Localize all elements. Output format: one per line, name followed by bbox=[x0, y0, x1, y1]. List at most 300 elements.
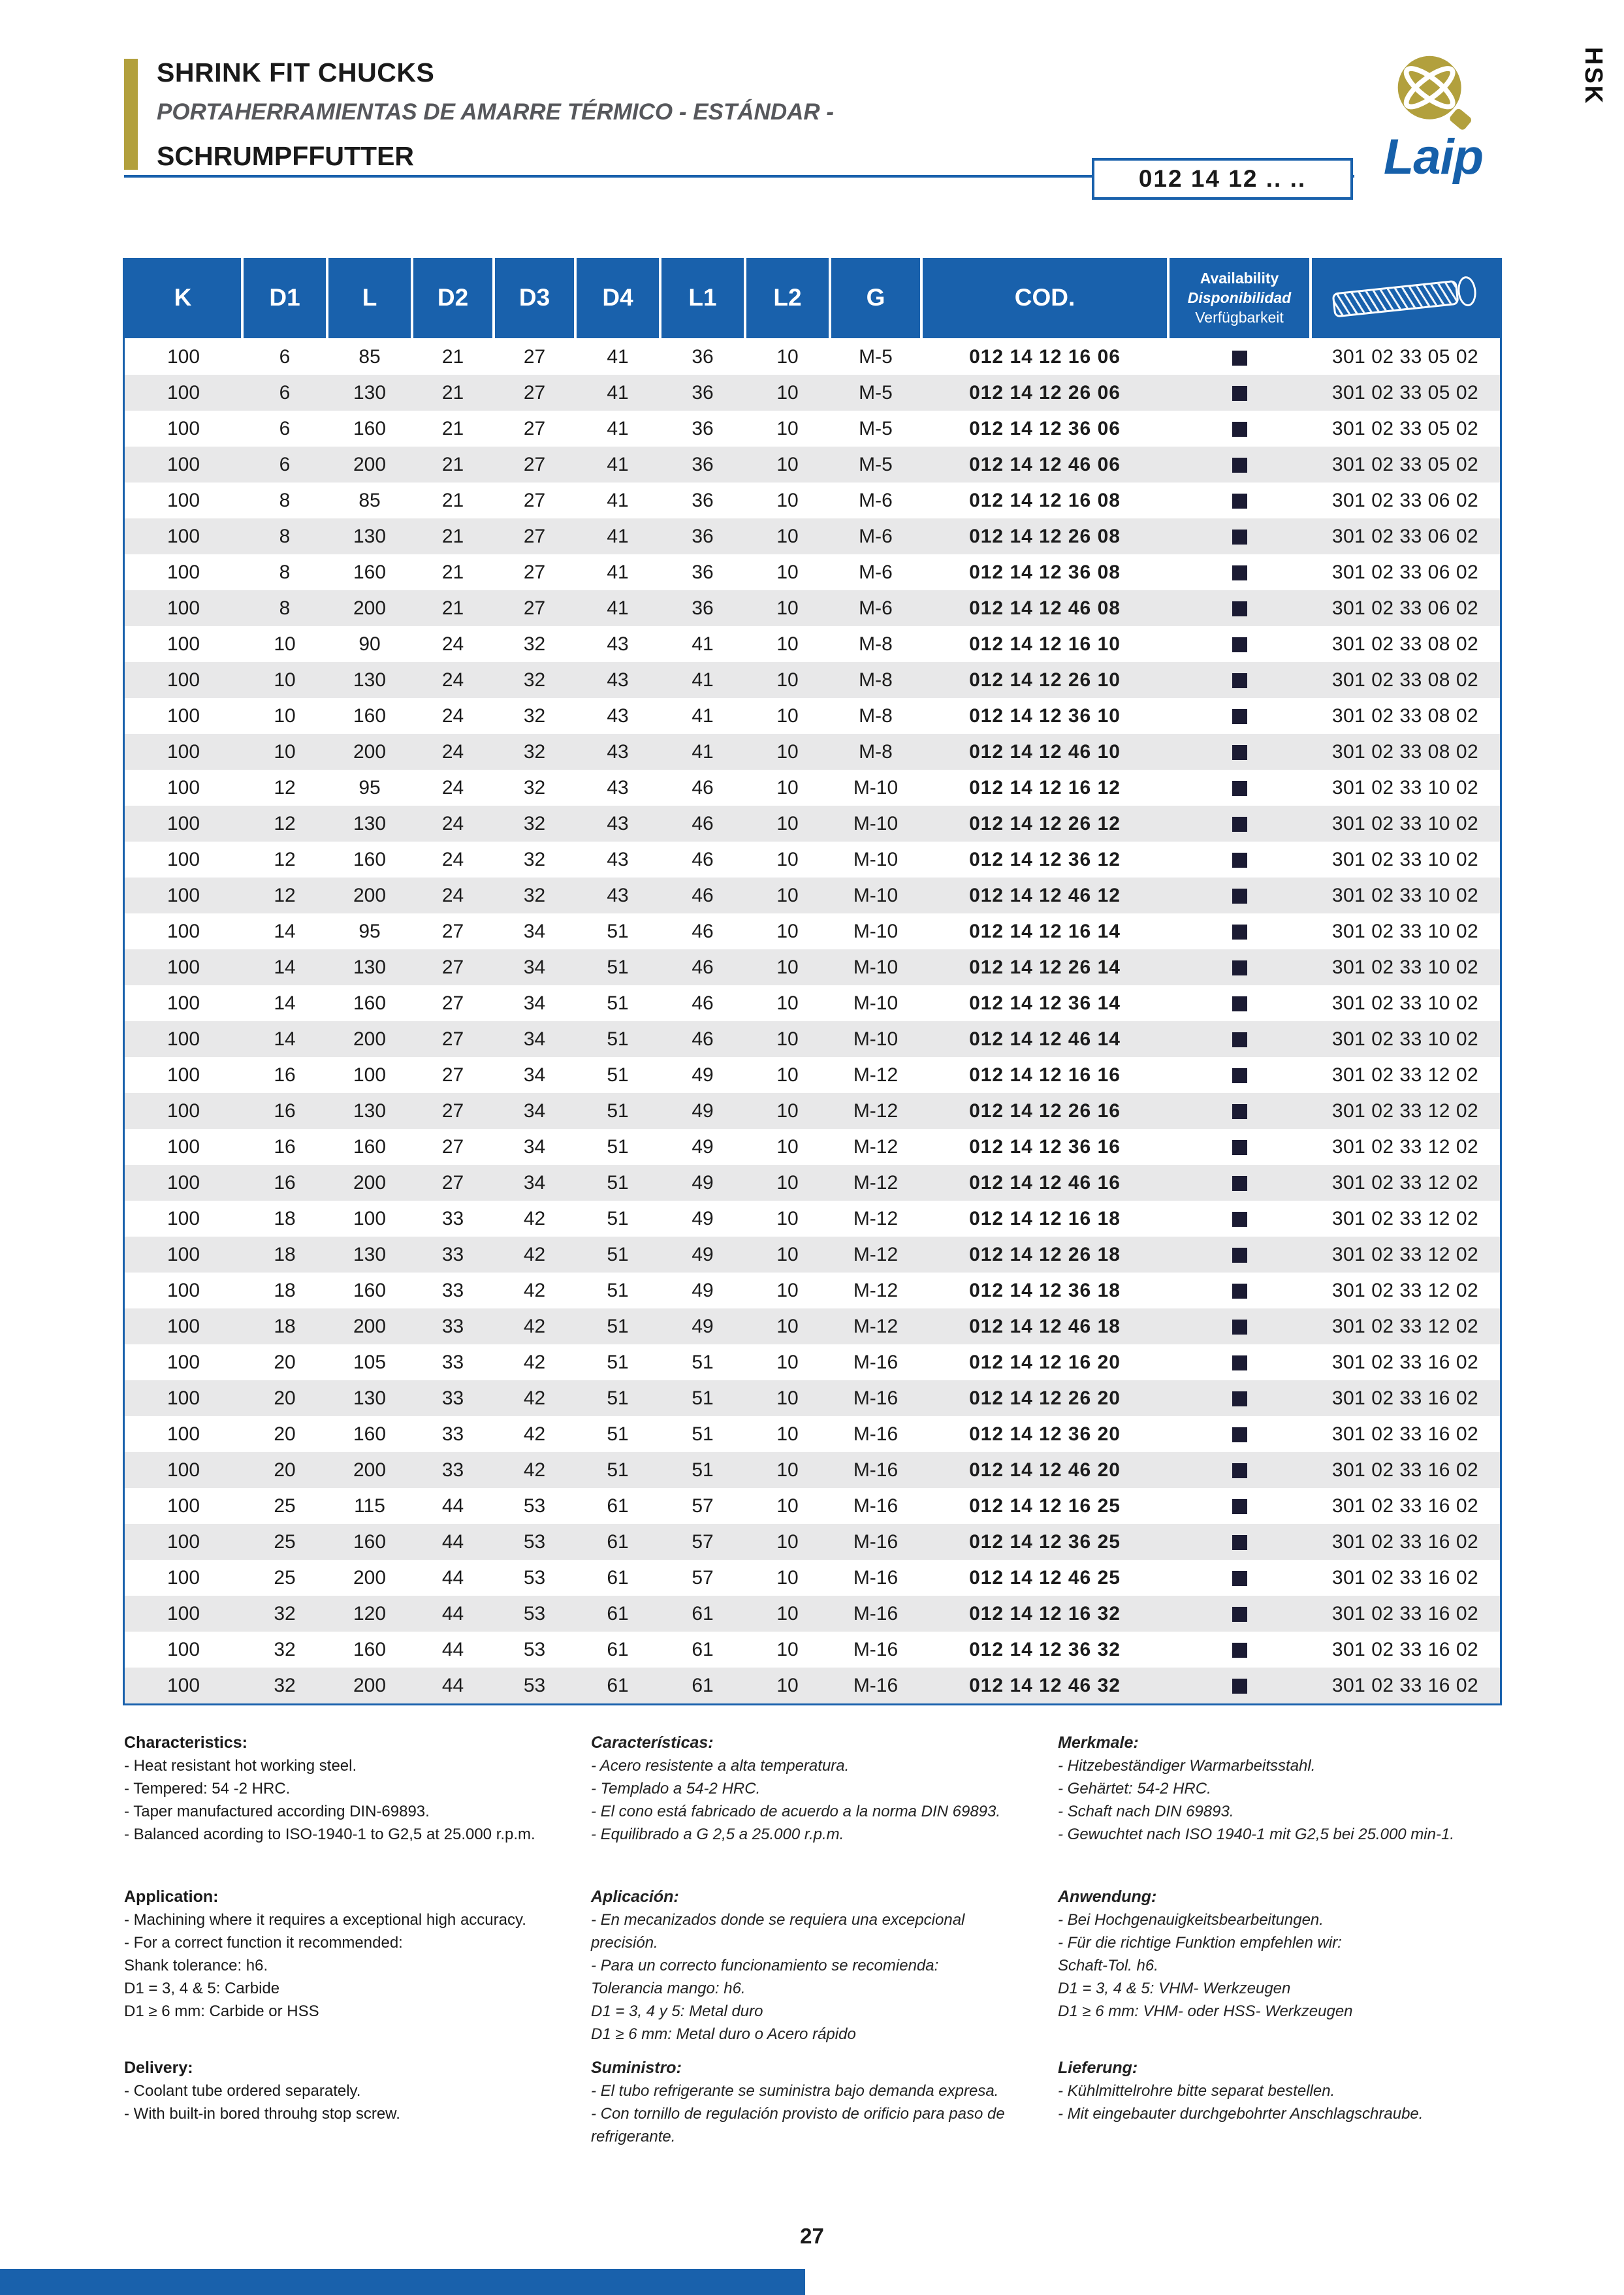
cell-d3: 27 bbox=[523, 417, 546, 439]
col-header-d1: D1 bbox=[242, 258, 327, 339]
availability-square-icon bbox=[1232, 458, 1247, 473]
cell-d2: 24 bbox=[441, 776, 464, 799]
laip-logo-icon bbox=[1386, 51, 1480, 135]
table-row bbox=[125, 1237, 1500, 1273]
cell-d4: 41 bbox=[607, 597, 629, 619]
cell-g: M-16 bbox=[853, 1566, 899, 1589]
threaded-shank-icon bbox=[1328, 267, 1484, 328]
cell-d4: 51 bbox=[607, 992, 629, 1014]
cell-availability bbox=[1168, 878, 1311, 913]
cell-cod: 012 14 12 26 20 bbox=[969, 1387, 1121, 1409]
cell-d1: 16 bbox=[274, 1064, 296, 1086]
cell-d4: 61 bbox=[607, 1530, 629, 1553]
cell-k: 100 bbox=[167, 1064, 200, 1086]
info-line: - Coolant tube ordered separately. bbox=[124, 2082, 361, 2100]
cell-l: 200 bbox=[353, 597, 387, 619]
cell-g: M-16 bbox=[853, 1530, 899, 1553]
cell-l: 200 bbox=[353, 1028, 387, 1050]
cell-d3: 42 bbox=[523, 1387, 546, 1409]
info-line: - Kühlmittelrohre bitte separat bestellen. bbox=[1058, 2082, 1335, 2100]
cell-cod: 012 14 12 26 10 bbox=[969, 669, 1121, 691]
cell-d1: 32 bbox=[274, 1602, 296, 1624]
cell-d2: 44 bbox=[441, 1638, 464, 1660]
cell-d2: 44 bbox=[441, 1602, 464, 1624]
cell-cod: 012 14 12 46 14 bbox=[969, 1028, 1121, 1050]
cell-cod: 012 14 12 36 20 bbox=[969, 1423, 1121, 1445]
cell-availability bbox=[1168, 1596, 1311, 1632]
cell-availability bbox=[1168, 1452, 1311, 1488]
info-block-title: Características: bbox=[591, 1733, 714, 1752]
cell-d1: 20 bbox=[274, 1387, 296, 1409]
cell-l2: 10 bbox=[776, 346, 799, 368]
cell-d2: 27 bbox=[441, 1064, 464, 1086]
cell-d3: 53 bbox=[523, 1674, 546, 1696]
cell-availability bbox=[1168, 1129, 1311, 1165]
info-line: Tolerancia mango: h6. bbox=[591, 1980, 746, 1997]
info-line: D1 = 3, 4 y 5: Metal duro bbox=[591, 2002, 763, 2020]
table-row bbox=[125, 949, 1500, 985]
cell-k: 100 bbox=[167, 704, 200, 727]
cell-k: 100 bbox=[167, 1530, 200, 1553]
cell-d1: 18 bbox=[274, 1315, 296, 1337]
cell-d2: 27 bbox=[441, 1100, 464, 1122]
info-line: - Balanced acording to ISO-1940-1 to G2,5 at 25.000 r.p.m. bbox=[124, 1826, 535, 1843]
cell-g: M-8 bbox=[859, 669, 893, 691]
cell-d1: 16 bbox=[274, 1135, 296, 1158]
cell-l1: 61 bbox=[692, 1674, 714, 1696]
cell-d4: 41 bbox=[607, 561, 629, 583]
cell-cod: 012 14 12 16 32 bbox=[969, 1602, 1121, 1624]
cell-ref: 301 02 33 12 02 bbox=[1331, 1135, 1479, 1158]
cell-availability bbox=[1168, 913, 1311, 949]
table-row bbox=[125, 698, 1500, 734]
hsk-edge-label: HSK bbox=[1580, 47, 1607, 106]
cell-l2: 10 bbox=[776, 1207, 799, 1229]
info-line: D1 ≥ 6 mm: Metal duro o Acero rápido bbox=[591, 2025, 856, 2043]
cell-cod: 012 14 12 16 18 bbox=[969, 1207, 1121, 1229]
cell-d4: 41 bbox=[607, 417, 629, 439]
availability-square-icon bbox=[1232, 1463, 1247, 1478]
cell-l2: 10 bbox=[776, 776, 799, 799]
cell-l2: 10 bbox=[776, 920, 799, 942]
cell-d3: 32 bbox=[523, 848, 546, 870]
cell-k: 100 bbox=[167, 1495, 200, 1517]
cell-g: M-12 bbox=[853, 1171, 899, 1194]
cell-availability bbox=[1168, 1416, 1311, 1452]
cell-k: 100 bbox=[167, 597, 200, 619]
cell-d2: 24 bbox=[441, 848, 464, 870]
cell-d1: 20 bbox=[274, 1423, 296, 1445]
cell-d4: 51 bbox=[607, 1279, 629, 1301]
cell-l2: 10 bbox=[776, 1100, 799, 1122]
cell-d3: 53 bbox=[523, 1566, 546, 1589]
cell-g: M-16 bbox=[853, 1459, 899, 1481]
cell-g: M-12 bbox=[853, 1100, 899, 1122]
cell-d1: 18 bbox=[274, 1279, 296, 1301]
cell-g: M-12 bbox=[853, 1315, 899, 1337]
table-row bbox=[125, 1308, 1500, 1344]
cell-ref: 301 02 33 06 02 bbox=[1331, 489, 1479, 511]
availability-square-icon bbox=[1232, 351, 1247, 366]
cell-d1: 14 bbox=[274, 1028, 296, 1050]
cell-l: 160 bbox=[353, 704, 387, 727]
cell-d1: 10 bbox=[274, 740, 296, 763]
table-row bbox=[125, 1344, 1500, 1380]
cell-d2: 33 bbox=[441, 1279, 464, 1301]
cell-d4: 51 bbox=[607, 1064, 629, 1086]
cell-l2: 10 bbox=[776, 992, 799, 1014]
availability-square-icon bbox=[1232, 1679, 1247, 1694]
cell-ref: 301 02 33 05 02 bbox=[1331, 417, 1479, 439]
cell-k: 100 bbox=[167, 633, 200, 655]
cell-k: 100 bbox=[167, 669, 200, 691]
cell-g: M-16 bbox=[853, 1602, 899, 1624]
cell-d3: 32 bbox=[523, 704, 546, 727]
cell-l: 130 bbox=[353, 525, 387, 547]
info-block-title: Application: bbox=[124, 1888, 219, 1906]
cell-d2: 33 bbox=[441, 1207, 464, 1229]
cell-d3: 32 bbox=[523, 884, 546, 906]
info-block bbox=[1058, 1886, 1502, 2057]
product-code-badge: 012 14 12 .. .. bbox=[1092, 158, 1353, 200]
cell-d3: 32 bbox=[523, 669, 546, 691]
cell-d1: 16 bbox=[274, 1171, 296, 1194]
cell-k: 100 bbox=[167, 776, 200, 799]
cell-d2: 21 bbox=[441, 346, 464, 368]
cell-k: 100 bbox=[167, 812, 200, 834]
shank-end bbox=[1456, 276, 1478, 308]
cell-k: 100 bbox=[167, 525, 200, 547]
cell-g: M-8 bbox=[859, 740, 893, 763]
cell-cod: 012 14 12 36 25 bbox=[969, 1530, 1121, 1553]
cell-d4: 51 bbox=[607, 1135, 629, 1158]
cell-d4: 51 bbox=[607, 1459, 629, 1481]
cell-availability bbox=[1168, 339, 1311, 375]
availability-square-icon bbox=[1232, 1571, 1247, 1586]
table-row bbox=[125, 1057, 1500, 1093]
cell-l2: 10 bbox=[776, 812, 799, 834]
cell-d1: 6 bbox=[279, 417, 291, 439]
table-row bbox=[125, 1488, 1500, 1524]
cell-d4: 51 bbox=[607, 1243, 629, 1265]
cell-l1: 61 bbox=[692, 1638, 714, 1660]
cell-ref: 301 02 33 16 02 bbox=[1331, 1638, 1479, 1660]
cell-l: 130 bbox=[353, 812, 387, 834]
cell-k: 100 bbox=[167, 1243, 200, 1265]
cell-k: 100 bbox=[167, 1459, 200, 1481]
cell-ref: 301 02 33 10 02 bbox=[1331, 992, 1479, 1014]
cell-d4: 51 bbox=[607, 1315, 629, 1337]
cell-k: 100 bbox=[167, 561, 200, 583]
table-row bbox=[125, 554, 1500, 590]
cell-k: 100 bbox=[167, 992, 200, 1014]
info-line: - Mit eingebauter durchgebohrter Anschlagschraube. bbox=[1058, 2105, 1424, 2123]
cell-d3: 53 bbox=[523, 1530, 546, 1553]
cell-ref: 301 02 33 16 02 bbox=[1331, 1674, 1479, 1696]
availability-square-icon bbox=[1232, 1427, 1247, 1442]
cell-d4: 41 bbox=[607, 489, 629, 511]
cell-d4: 51 bbox=[607, 1387, 629, 1409]
cell-l2: 10 bbox=[776, 1028, 799, 1050]
table-row bbox=[125, 483, 1500, 518]
info-block-title: Anwendung: bbox=[1058, 1888, 1157, 1906]
cell-l2: 10 bbox=[776, 597, 799, 619]
info-line: - Equilibrado a G 2,5 a 25.000 r.p.m. bbox=[591, 1826, 844, 1843]
cell-cod: 012 14 12 36 32 bbox=[969, 1638, 1121, 1660]
cell-l1: 36 bbox=[692, 346, 714, 368]
cell-d1: 8 bbox=[279, 561, 291, 583]
availability-label-de: Verfügbarkeit bbox=[1195, 309, 1284, 326]
cell-g: M-16 bbox=[853, 1351, 899, 1373]
cell-d3: 42 bbox=[523, 1207, 546, 1229]
cell-g: M-12 bbox=[853, 1064, 899, 1086]
cell-g: M-16 bbox=[853, 1495, 899, 1517]
cell-d1: 8 bbox=[279, 597, 291, 619]
cell-d3: 53 bbox=[523, 1638, 546, 1660]
cell-k: 100 bbox=[167, 489, 200, 511]
info-line: D1 = 3, 4 & 5: VHM- Werkzeugen bbox=[1058, 1980, 1291, 1997]
cell-g: M-10 bbox=[853, 920, 899, 942]
cell-l: 160 bbox=[353, 1279, 387, 1301]
info-block-title: Characteristics: bbox=[124, 1733, 247, 1752]
cell-d3: 34 bbox=[523, 1171, 546, 1194]
cell-ref: 301 02 33 06 02 bbox=[1331, 525, 1479, 547]
info-column-en bbox=[124, 1732, 568, 2148]
cell-d1: 6 bbox=[279, 453, 291, 475]
cell-ref: 301 02 33 10 02 bbox=[1331, 956, 1479, 978]
cell-l2: 10 bbox=[776, 561, 799, 583]
cell-k: 100 bbox=[167, 1566, 200, 1589]
table-row bbox=[125, 1596, 1500, 1632]
cell-d4: 51 bbox=[607, 956, 629, 978]
cell-l1: 36 bbox=[692, 381, 714, 404]
cell-l1: 57 bbox=[692, 1530, 714, 1553]
cell-cod: 012 14 12 46 32 bbox=[969, 1674, 1121, 1696]
cell-d3: 42 bbox=[523, 1279, 546, 1301]
col-header-l2: L2 bbox=[745, 258, 830, 339]
cell-d1: 20 bbox=[274, 1351, 296, 1373]
table-row bbox=[125, 447, 1500, 483]
cell-d2: 24 bbox=[441, 669, 464, 691]
cell-l: 115 bbox=[354, 1495, 385, 1517]
cell-l: 130 bbox=[353, 381, 387, 404]
table-row bbox=[125, 806, 1500, 842]
table-row bbox=[125, 1021, 1500, 1057]
availability-square-icon bbox=[1232, 565, 1247, 580]
cell-availability bbox=[1168, 483, 1311, 518]
cell-cod: 012 14 12 46 25 bbox=[969, 1566, 1121, 1589]
info-line: - Bei Hochgenauigkeitsbearbeitungen. bbox=[1058, 1911, 1324, 1929]
cell-l1: 49 bbox=[692, 1279, 714, 1301]
cell-d2: 27 bbox=[441, 1171, 464, 1194]
cell-l: 130 bbox=[353, 1387, 387, 1409]
cell-availability bbox=[1168, 447, 1311, 483]
availability-square-icon bbox=[1232, 1032, 1247, 1047]
cell-l2: 10 bbox=[776, 884, 799, 906]
cell-g: M-6 bbox=[859, 597, 893, 619]
cell-d3: 32 bbox=[523, 633, 546, 655]
cell-l2: 10 bbox=[776, 669, 799, 691]
cell-d4: 41 bbox=[607, 346, 629, 368]
cell-d3: 42 bbox=[523, 1315, 546, 1337]
cell-ref: 301 02 33 08 02 bbox=[1331, 633, 1479, 655]
cell-d4: 51 bbox=[607, 920, 629, 942]
table-row bbox=[125, 626, 1500, 662]
cell-cod: 012 14 12 36 16 bbox=[969, 1135, 1121, 1158]
cell-d2: 33 bbox=[441, 1351, 464, 1373]
info-line: Shank tolerance: h6. bbox=[124, 1957, 268, 1974]
cell-d3: 42 bbox=[523, 1243, 546, 1265]
brand-name: Laip bbox=[1383, 129, 1484, 185]
cell-l: 130 bbox=[353, 1243, 387, 1265]
cell-cod: 012 14 12 26 14 bbox=[969, 956, 1121, 978]
cell-availability bbox=[1168, 770, 1311, 806]
cell-l2: 10 bbox=[776, 1315, 799, 1337]
availability-label-es: Disponibilidad bbox=[1187, 289, 1292, 307]
table-row bbox=[125, 411, 1500, 447]
info-sections bbox=[124, 1732, 1503, 2148]
cell-availability bbox=[1168, 985, 1311, 1021]
cell-d3: 34 bbox=[523, 992, 546, 1014]
cell-l1: 46 bbox=[692, 956, 714, 978]
info-column-de bbox=[1058, 1732, 1502, 2148]
availability-square-icon bbox=[1232, 1355, 1247, 1370]
cell-l: 160 bbox=[353, 1423, 387, 1445]
info-line: - Tempered: 54 -2 HRC. bbox=[124, 1780, 291, 1797]
cell-cod: 012 14 12 36 12 bbox=[969, 848, 1121, 870]
table-header-row bbox=[125, 258, 1500, 339]
footer-bar bbox=[0, 2269, 805, 2295]
cell-d2: 21 bbox=[441, 597, 464, 619]
cell-d4: 43 bbox=[607, 740, 629, 763]
cell-g: M-12 bbox=[853, 1135, 899, 1158]
cell-d2: 27 bbox=[441, 1028, 464, 1050]
cell-g: M-16 bbox=[853, 1674, 899, 1696]
cell-d4: 51 bbox=[607, 1207, 629, 1229]
cell-availability bbox=[1168, 662, 1311, 698]
info-line: - For a correct function it recommended: bbox=[124, 1934, 403, 1952]
cell-cod: 012 14 12 26 18 bbox=[969, 1243, 1121, 1265]
col-header-l1: L1 bbox=[660, 258, 745, 339]
cell-cod: 012 14 12 46 20 bbox=[969, 1459, 1121, 1481]
cell-ref: 301 02 33 12 02 bbox=[1331, 1207, 1479, 1229]
cell-ref: 301 02 33 10 02 bbox=[1331, 776, 1479, 799]
cell-l1: 51 bbox=[692, 1351, 714, 1373]
cell-d4: 43 bbox=[607, 848, 629, 870]
info-line: - Schaft nach DIN 69893. bbox=[1058, 1803, 1234, 1820]
cell-d1: 6 bbox=[279, 381, 291, 404]
cell-cod: 012 14 12 16 10 bbox=[969, 633, 1121, 655]
cell-d1: 12 bbox=[274, 776, 296, 799]
cell-l: 85 bbox=[358, 489, 381, 511]
cell-k: 100 bbox=[167, 346, 200, 368]
cell-availability bbox=[1168, 1344, 1311, 1380]
cell-l1: 46 bbox=[692, 884, 714, 906]
cell-k: 100 bbox=[167, 1100, 200, 1122]
cell-g: M-6 bbox=[859, 489, 893, 511]
cell-d3: 27 bbox=[523, 561, 546, 583]
table-row bbox=[125, 1632, 1500, 1668]
cell-d2: 24 bbox=[441, 884, 464, 906]
cell-availability bbox=[1168, 1668, 1311, 1703]
cell-d4: 41 bbox=[607, 453, 629, 475]
cell-d2: 44 bbox=[441, 1674, 464, 1696]
cell-d4: 51 bbox=[607, 1423, 629, 1445]
cell-availability bbox=[1168, 554, 1311, 590]
cell-d3: 27 bbox=[523, 597, 546, 619]
availability-square-icon bbox=[1232, 1391, 1247, 1406]
table-row bbox=[125, 1524, 1500, 1560]
cell-l1: 36 bbox=[692, 561, 714, 583]
cell-g: M-16 bbox=[853, 1423, 899, 1445]
cell-l2: 10 bbox=[776, 1674, 799, 1696]
cell-availability bbox=[1168, 1093, 1311, 1129]
cell-l1: 36 bbox=[692, 417, 714, 439]
info-line: Schaft-Tol. h6. bbox=[1058, 1957, 1158, 1974]
cell-availability bbox=[1168, 734, 1311, 770]
cell-k: 100 bbox=[167, 1674, 200, 1696]
cell-d2: 24 bbox=[441, 740, 464, 763]
cell-g: M-16 bbox=[853, 1387, 899, 1409]
info-block-title: Aplicación: bbox=[591, 1888, 679, 1906]
table-row bbox=[125, 1452, 1500, 1488]
cell-ref: 301 02 33 10 02 bbox=[1331, 848, 1479, 870]
page-number: 27 bbox=[800, 2224, 824, 2248]
cell-k: 100 bbox=[167, 956, 200, 978]
cell-l2: 10 bbox=[776, 740, 799, 763]
cell-l2: 10 bbox=[776, 1171, 799, 1194]
cell-ref: 301 02 33 16 02 bbox=[1331, 1530, 1479, 1553]
cell-d4: 61 bbox=[607, 1674, 629, 1696]
cell-d2: 24 bbox=[441, 812, 464, 834]
cell-g: M-6 bbox=[859, 561, 893, 583]
cell-l2: 10 bbox=[776, 1351, 799, 1373]
table-row bbox=[125, 339, 1500, 375]
cell-ref: 301 02 33 12 02 bbox=[1331, 1279, 1479, 1301]
cell-l1: 61 bbox=[692, 1602, 714, 1624]
cell-cod: 012 14 12 36 14 bbox=[969, 992, 1121, 1014]
cell-l: 105 bbox=[353, 1351, 387, 1373]
cell-cod: 012 14 12 36 18 bbox=[969, 1279, 1121, 1301]
cell-availability bbox=[1168, 411, 1311, 447]
cell-k: 100 bbox=[167, 1602, 200, 1624]
cell-ref: 301 02 33 16 02 bbox=[1331, 1566, 1479, 1589]
cell-l: 160 bbox=[353, 1530, 387, 1553]
cell-l1: 49 bbox=[692, 1207, 714, 1229]
cell-ref: 301 02 33 16 02 bbox=[1331, 1459, 1479, 1481]
cell-g: M-12 bbox=[853, 1279, 899, 1301]
cell-l2: 10 bbox=[776, 1495, 799, 1517]
availability-square-icon bbox=[1232, 1140, 1247, 1155]
cell-d1: 8 bbox=[279, 525, 291, 547]
cell-k: 100 bbox=[167, 453, 200, 475]
cell-d4: 43 bbox=[607, 669, 629, 691]
col-header-availability bbox=[1168, 258, 1311, 339]
cell-l1: 49 bbox=[692, 1135, 714, 1158]
cell-l2: 10 bbox=[776, 1602, 799, 1624]
info-block bbox=[591, 2057, 1035, 2148]
cell-l1: 41 bbox=[692, 633, 714, 655]
col-header-g: G bbox=[830, 258, 921, 339]
cell-g: M-5 bbox=[859, 453, 893, 475]
cell-d4: 61 bbox=[607, 1602, 629, 1624]
cell-d4: 41 bbox=[607, 525, 629, 547]
cell-l2: 10 bbox=[776, 1459, 799, 1481]
availability-square-icon bbox=[1232, 422, 1247, 437]
cell-cod: 012 14 12 16 20 bbox=[969, 1351, 1121, 1373]
cell-d3: 32 bbox=[523, 776, 546, 799]
cell-availability bbox=[1168, 806, 1311, 842]
